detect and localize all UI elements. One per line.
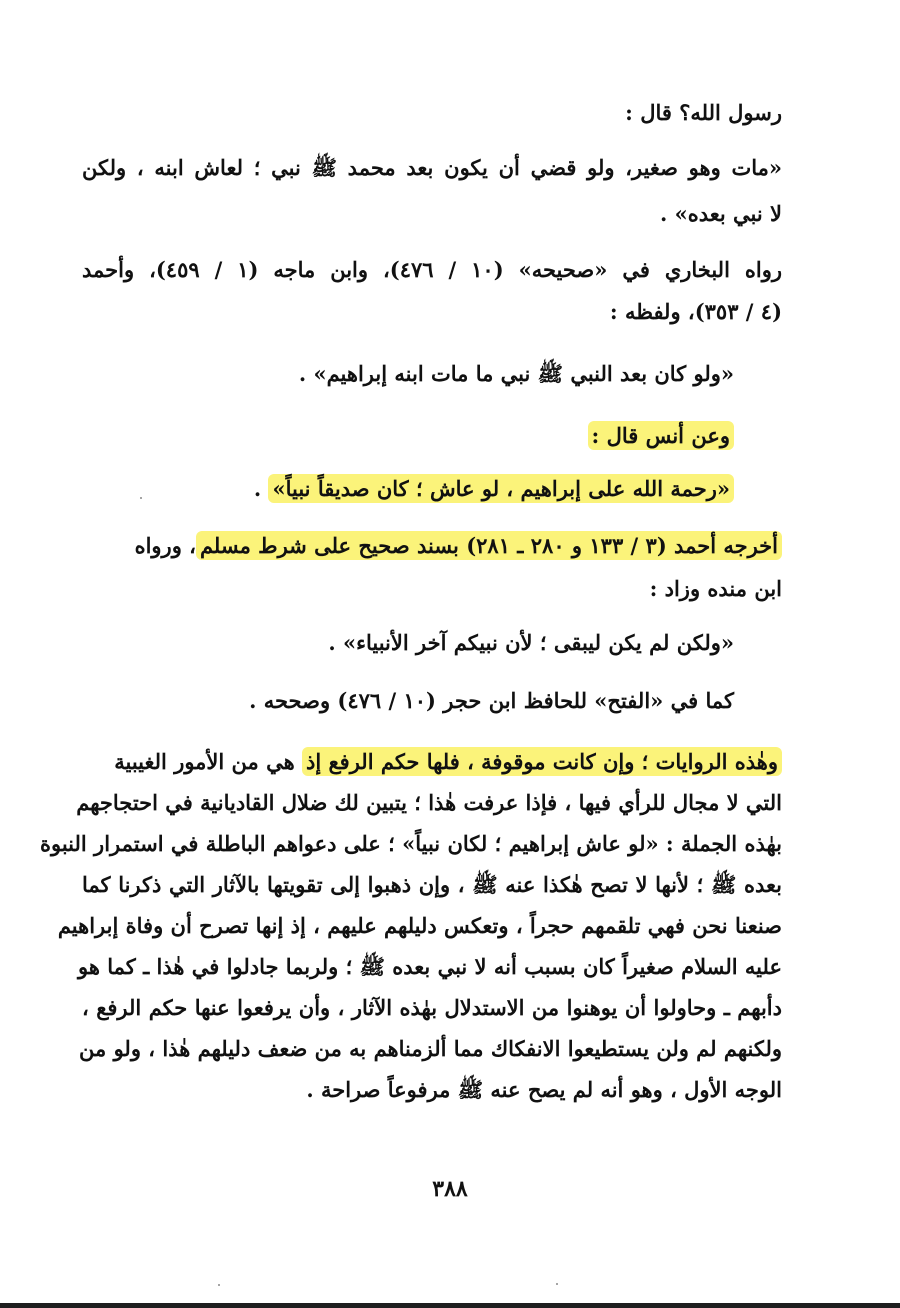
text-line [82, 574, 782, 604]
paragraph-line [76, 788, 782, 818]
line-text: ابن منده وزاد : [649, 576, 782, 601]
line-text: ولكنهم لم ولن يستطيعوا الانفكاك مما ألزمناهم به من ضعف دليلهم هٰذا ، ولو من [79, 1036, 782, 1061]
line-text: عليه السلام صغيراً كان بسبب أنه لا نبي بعده ﷺ ؛ ولربما جادلوا في هٰذا ـ كما هو [78, 954, 782, 979]
line-text: التي لا مجال للرأي فيها ، فإذا عرفت هٰذا ؛ يتبين لك ضلال القاديانية في احتجاجهم [76, 790, 782, 815]
paragraph-line [82, 870, 782, 900]
scan-speck [140, 497, 142, 499]
paragraph-line [82, 1075, 782, 1105]
line-text: صنعنا نحن فهي تلقمهم حجراً ، وتعكس دليلهم عليهم ، إذ إنها تصرح أن وفاة إبراهيم [57, 913, 782, 938]
line-text: بهٰذه الجملة : «لو عاش إبراهيم ؛ لكان نبياً» ؛ على دعواهم الباطلة في استمرار النبوة [39, 831, 782, 856]
paragraph-line [82, 993, 782, 1023]
citation-line [82, 297, 782, 327]
line-suffix: . [253, 476, 269, 501]
scan-speck [218, 1284, 220, 1286]
text-line [82, 98, 782, 128]
line-text: «مات وهو صغير، ولو قضي أن يكون بعد محمد ﷺ نبي ؛ لعاش ابنه ، ولكن [82, 155, 782, 180]
hadith-quote-line [82, 628, 782, 658]
narrator-line [82, 421, 782, 451]
hadith-quote-line [82, 153, 782, 183]
scan-speck [556, 1283, 558, 1285]
line-text: رواه البخاري في «صحيحه» (١٠ / ٤٧٦)، وابن ماجه (١ / ٤٥٩)، وأحمد [82, 257, 782, 282]
bottom-edge-bar [0, 1303, 900, 1308]
highlighted-text: وهٰذه الروايات ؛ وإن كانت موقوفة ، فلها حكم الرفع إذ [302, 747, 782, 776]
highlighted-text: وعن أنس قال : [588, 421, 735, 450]
line-text: بعده ﷺ ؛ لأنها لا تصح هٰكذا عنه ﷺ ، وإن ذهبوا إلى تقويتها بالآثار التي ذكرنا كما [82, 872, 782, 897]
line-suffix: هي من الأمور الغيبية [114, 749, 302, 774]
line-text: لا نبي بعده» . [659, 201, 782, 226]
line-text: رسول الله؟ قال : [625, 100, 782, 125]
paragraph-line [82, 747, 782, 777]
line-suffix: ، ورواه [134, 533, 196, 558]
line-text: كما في «الفتح» للحافظ ابن حجر (١٠ / ٤٧٦) وصححه . [249, 688, 734, 713]
page-number: ٣٨٨ [432, 1176, 468, 1202]
hadith-quote-line [82, 199, 782, 229]
citation-line [82, 686, 782, 716]
line-text: الوجه الأول ، وهو أنه لم يصح عنه ﷺ مرفوعاً صراحة . [306, 1077, 782, 1102]
line-text: دأبهم ـ وحاولوا أن يوهنوا من الاستدلال بهٰذه الآثار ، وأن يرفعوا عنها حكم الرفع ، [82, 995, 782, 1020]
paragraph-line [78, 952, 782, 982]
citation-line [82, 531, 782, 561]
hadith-quote-line [82, 474, 782, 504]
citation-line [82, 255, 782, 285]
paragraph-line [79, 1034, 782, 1064]
paragraph-line [39, 829, 782, 859]
line-text: (٤ / ٣٥٣)، ولفظه : [609, 299, 782, 324]
paragraph-line [57, 911, 782, 941]
highlighted-text: «رحمة الله على إبراهيم ، لو عاش ؛ كان صديقاً نبياً» [268, 474, 734, 503]
line-text: «ولكن لم يكن ليبقى ؛ لأن نبيكم آخر الأنبياء» . [328, 630, 734, 655]
line-text: «ولو كان بعد النبي ﷺ نبي ما مات ابنه إبراهيم» . [298, 361, 734, 386]
hadith-quote-line [82, 359, 782, 389]
highlighted-text: أخرجه أحمد (٣ / ١٣٣ و ٢٨٠ ـ ٢٨١) بسند صحيح على شرط مسلم [196, 531, 782, 560]
